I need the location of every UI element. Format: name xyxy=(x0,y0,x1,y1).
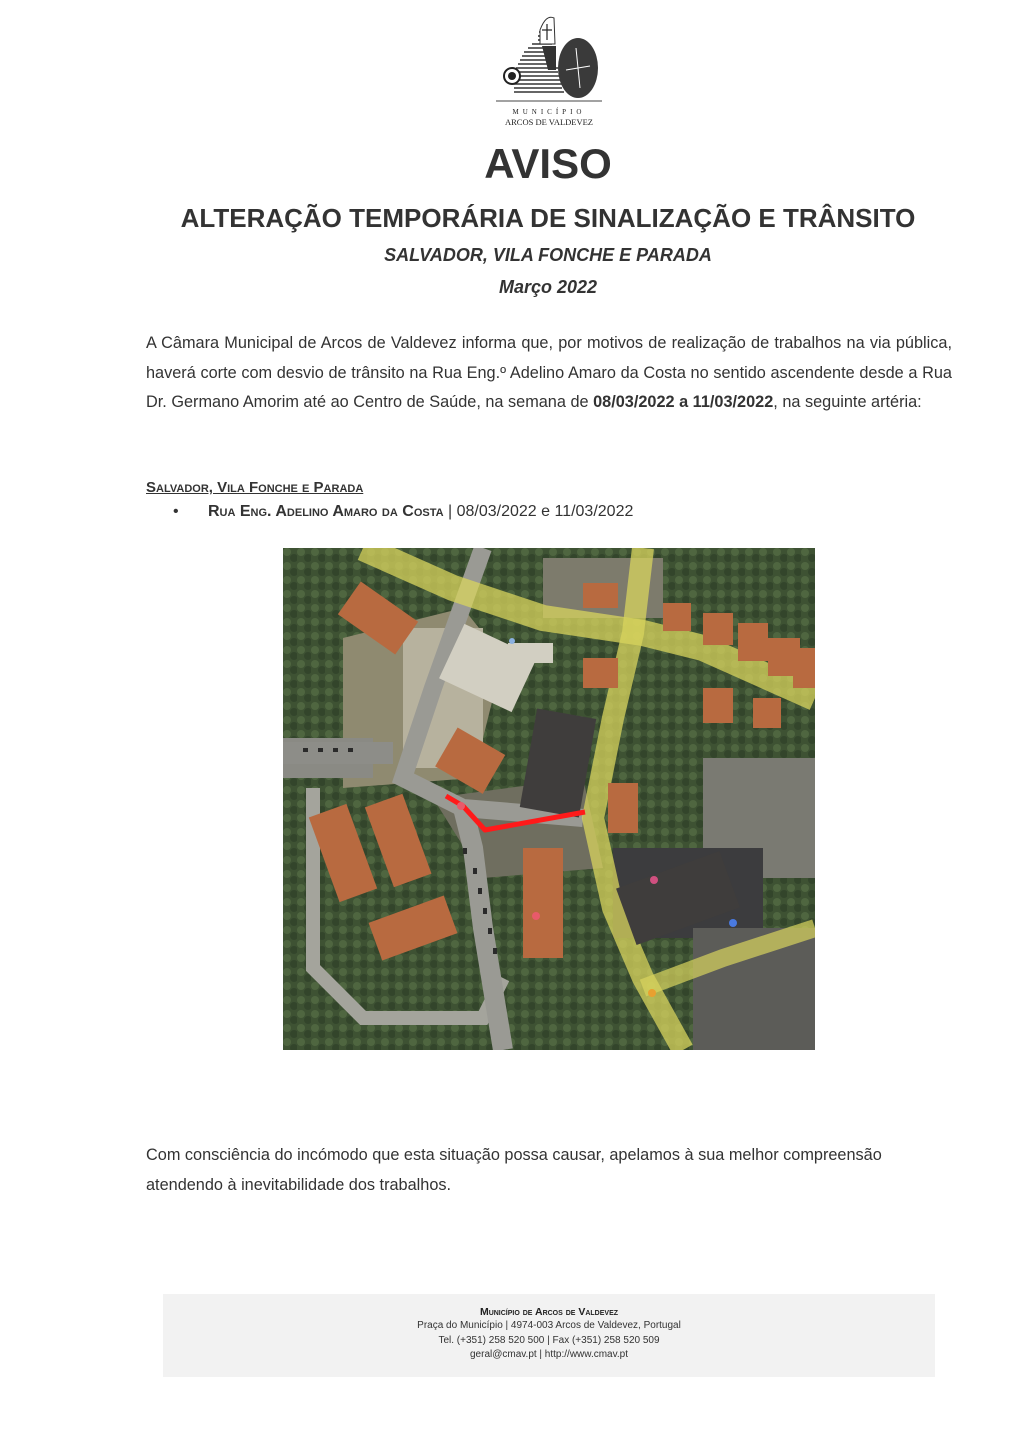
street-name: Rua Eng. Adelino Amaro da Costa xyxy=(208,503,444,520)
notice-subtitle: ALTERAÇÃO TEMPORÁRIA DE SINALIZAÇÃO E TRÂNSITO xyxy=(180,203,916,233)
street-dates: | 08/03/2022 e 11/03/2022 xyxy=(443,503,634,520)
municipal-logo xyxy=(494,10,604,128)
footer-contact-box xyxy=(163,1294,935,1377)
list-item xyxy=(173,503,633,521)
notice-location: SALVADOR, VILA FONCHE E PARADA xyxy=(384,245,712,265)
logo-line-municipio: MUNICÍPIO xyxy=(512,108,586,116)
map-image xyxy=(283,548,815,1050)
closing-paragraph: Com consciência do incómodo que esta situação possa causar, apelamos à sua melhor compreensão atendendo à inevitabilidade dos trabalhos. xyxy=(146,1146,882,1194)
paragraph-text-2: , na seguinte artéria: xyxy=(773,393,922,411)
section-heading: Salvador, Vila Fonche e Parada xyxy=(146,479,364,496)
notice-date: Março 2022 xyxy=(498,277,598,297)
page-title: AVISO xyxy=(484,140,612,187)
municipal-crest-icon xyxy=(494,10,604,108)
bullet-icon: • xyxy=(173,503,179,520)
footer-address: Praça do Município | 4974-003 Arcos de Valdevez, Portugal xyxy=(417,1320,681,1331)
footer-organization-name: Município de Arcos de Valdevez xyxy=(479,1306,619,1318)
footer-phone: Tel. (+351) 258 520 500 | Fax (+351) 258 520 509 xyxy=(438,1334,660,1346)
footer-contact: geral@cmav.pt | http://www.cmav.pt xyxy=(470,1349,628,1360)
satellite-map xyxy=(283,548,815,1050)
paragraph-date-range: 08/03/2022 a 11/03/2022 xyxy=(593,393,774,411)
notice-paragraph xyxy=(146,329,952,418)
paragraph-text-1: A Câmara Municipal de Arcos de Valdevez informa que, por motivos de realização de trabalhos na via pública, haverá corte com desvio de trânsito na Rua Eng.º Adelino Amaro da Costa no sentido ascendente desde a Rua Dr. Germano Amorim até ao Centro de Saúde, na semana de xyxy=(146,334,952,411)
logo-line-arcos: ARCOS DE VALDEVEZ xyxy=(505,117,593,127)
